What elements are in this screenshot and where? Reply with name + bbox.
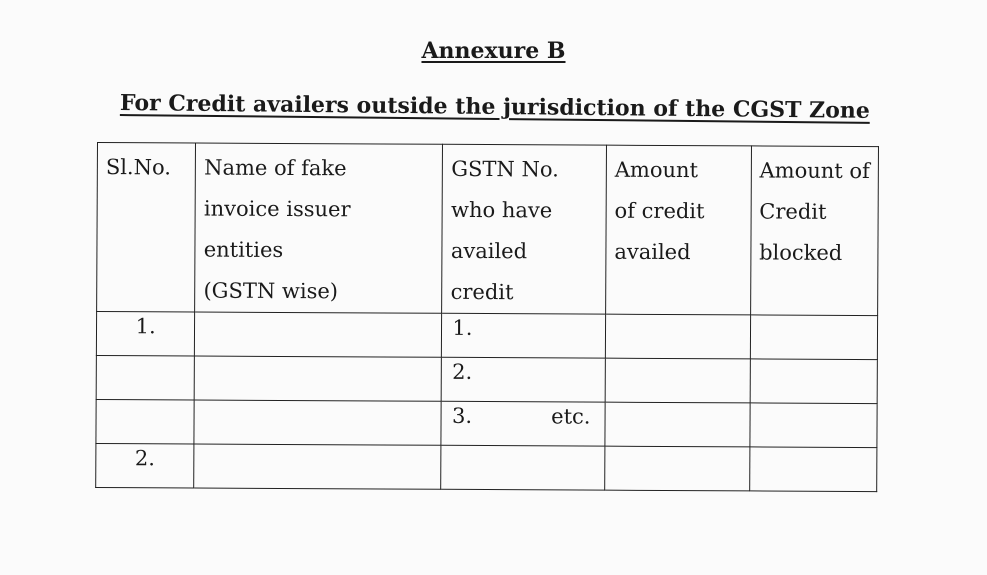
header-line: credit — [450, 279, 514, 305]
document-subtitle: For Credit availers outside the jurisdiction of the CGST Zone — [119, 90, 870, 124]
header-line: Credit — [759, 199, 827, 224]
credit-table — [95, 142, 879, 492]
cell-gstn — [442, 313, 606, 358]
cell-name — [194, 356, 441, 401]
cell-amount-blocked — [750, 315, 878, 360]
cell-amount-availed — [605, 358, 750, 403]
cell-gstn — [442, 357, 606, 402]
header-line: who have — [451, 197, 553, 223]
header-line: Amount of — [759, 158, 870, 184]
cell-sl-no — [96, 399, 195, 444]
header-sl-no — [97, 143, 196, 313]
annexure-title — [0, 38, 987, 64]
cell-gstn — [441, 445, 605, 490]
header-line: of credit — [614, 198, 705, 224]
header-gstn-no — [442, 144, 606, 314]
header-line: Sl.No. — [105, 155, 172, 180]
cell-amount-availed — [605, 314, 750, 359]
header-line: invoice issuer — [203, 196, 351, 222]
cell-amount-blocked — [750, 403, 878, 448]
header-line: Name of fake — [204, 155, 347, 181]
header-amount-availed — [606, 145, 752, 315]
cell-sl-no: 2. — [96, 443, 195, 488]
header-line: Amount — [614, 157, 699, 183]
cell-amount-availed — [605, 402, 750, 447]
gstn-number: 3. — [451, 403, 473, 428]
gstn-number: 2. — [452, 359, 473, 384]
table-row — [96, 399, 877, 447]
cell-sl-no — [96, 355, 195, 400]
cell-name — [194, 400, 441, 445]
cell-name — [195, 312, 442, 357]
header-line: entities — [203, 237, 284, 262]
table-row — [96, 355, 877, 403]
table-row — [96, 443, 877, 491]
header-amount-blocked — [750, 146, 878, 316]
header-fake-invoice-issuer — [195, 143, 443, 313]
cell-name — [194, 444, 441, 489]
header-line: blocked — [759, 240, 843, 265]
table-row — [96, 312, 877, 360]
cell-gstn — [441, 401, 605, 446]
cell-amount-blocked — [750, 359, 878, 404]
gstn-extra: etc. — [551, 404, 591, 429]
header-line: GSTN No. — [451, 156, 559, 182]
cell-amount-blocked — [749, 447, 877, 492]
header-line: availed — [450, 238, 528, 264]
header-line: (GSTN wise) — [203, 278, 339, 304]
cell-amount-availed — [605, 446, 750, 491]
gstn-number: 1. — [452, 315, 473, 340]
cell-sl-no: 1. — [96, 312, 195, 357]
table-header-row — [97, 143, 879, 316]
annexure-title-text: Annexure B — [421, 38, 566, 64]
header-line: availed — [614, 239, 691, 265]
